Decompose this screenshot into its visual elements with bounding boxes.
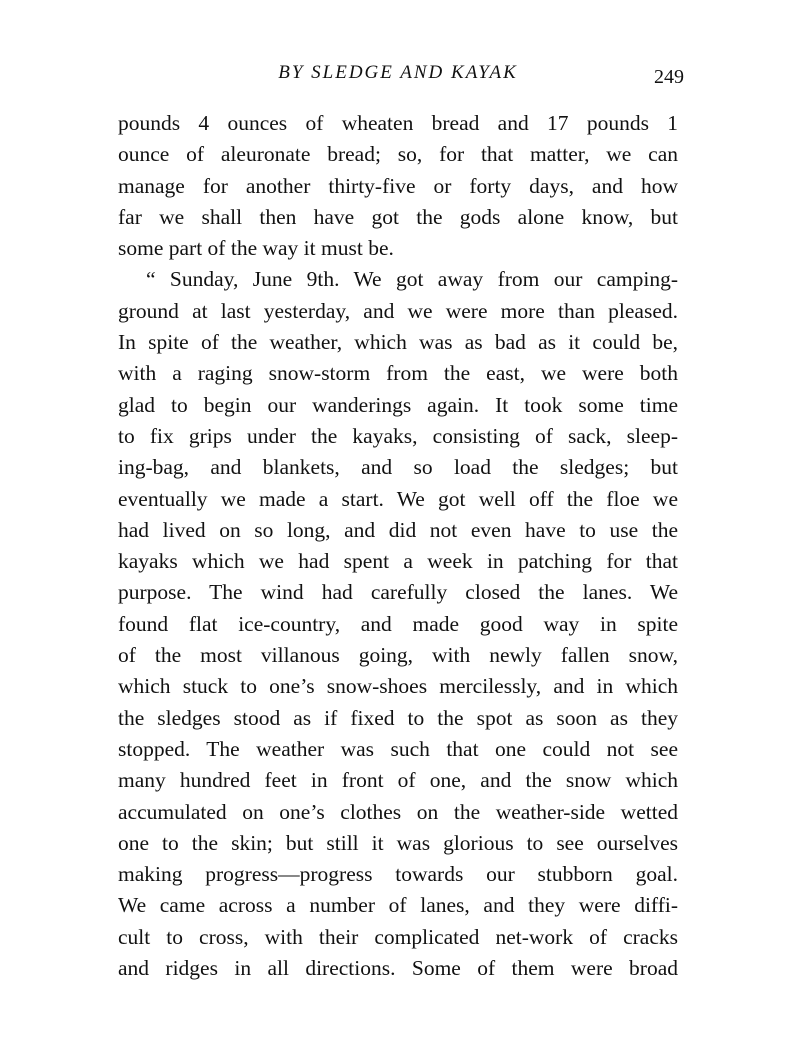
text-line: eventually we made a start. We got well off the floe we [118,486,678,511]
running-head [118,62,684,92]
text-line: ounce of aleuronate bread; so, for that matter, we can [118,142,678,167]
text-line: purpose. The wind had carefully closed the lanes. We [118,580,678,605]
text-line: cult to cross, with their complicated net-work of cracks [118,924,678,949]
text-line: In spite of the weather, which was as bad as it could be, [118,330,678,355]
body-text [118,108,678,984]
text-line: and ridges in all directions. Some of them were broad [118,956,678,981]
text-line: ground at last yesterday, and we were more than pleased. [118,298,678,323]
text-line: pounds 4 ounces of wheaten bread and 17 pounds 1 [118,111,678,135]
text-line: of the most villanous going, with newly fallen snow, [118,643,678,668]
text-line: accumulated on one’s clothes on the weather-side wetted [118,799,678,824]
text-line: the sledges stood as if fixed to the spot as soon as they [118,705,678,730]
page-number: 249 [654,66,684,88]
text-line: making progress—progress towards our stubborn goal. [118,862,678,887]
text-line: with a raging snow-storm from the east, we were both [118,361,678,386]
text-line: some part of the way it must be. [118,236,394,261]
text-line: to fix grips under the kayaks, consisting of sack, sleep- [118,423,678,448]
text-line: kayaks which we had spent a week in patching for that [118,549,678,574]
text-line: one to the skin; but still it was glorious to see ourselves [118,830,678,855]
text-line: glad to begin our wanderings again. It took some time [118,392,678,417]
text-line: stopped. The weather was such that one could not see [118,736,678,761]
text-line: far we shall then have got the gods alone know, but [118,204,678,229]
text-line: many hundred feet in front of one, and the snow which [118,768,678,793]
text-line: manage for another thirty-five or forty days, and how [118,173,678,198]
text-line: found flat ice-country, and made good way in spite [118,611,678,636]
text-line: We came across a number of lanes, and they were diffi- [118,893,678,918]
text-line: ing-bag, and blankets, and so load the sledges; but [118,455,678,480]
text-line: had lived on so long, and did not even have to use the [118,517,678,542]
text-line: which stuck to one’s snow-shoes mercilessly, and in which [118,674,678,699]
text-line: “ Sunday, June 9th. We got away from our camping- [146,267,678,292]
running-title: BY SLEDGE AND KAYAK [278,62,518,83]
